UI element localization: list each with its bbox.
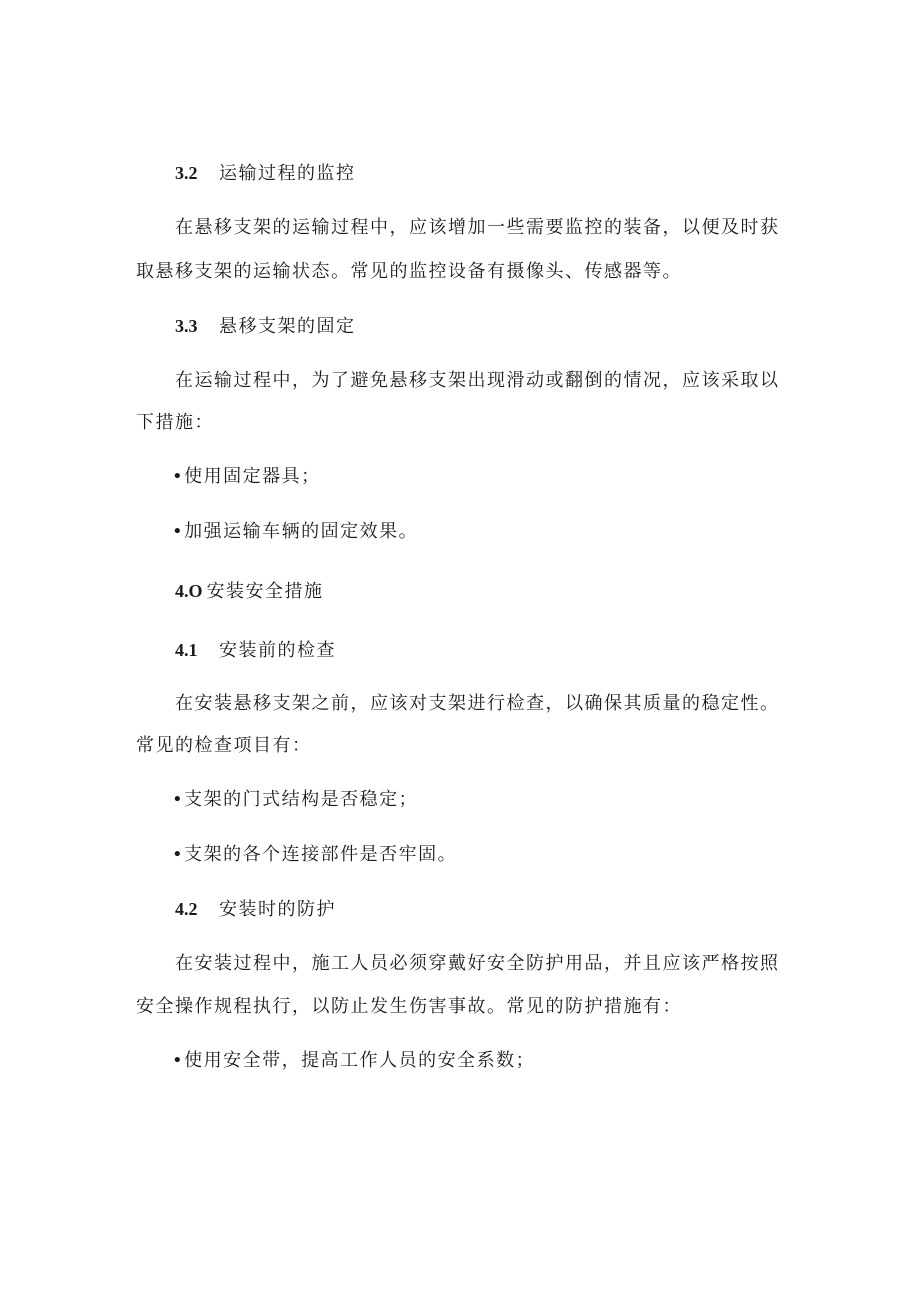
section-number: 4.O [175,581,203,601]
section-heading-4-2 [175,897,336,922]
paragraph-line: 在悬移支架的运输过程中，应该增加一些需要监控的装备，以便及时获 [175,217,780,238]
section-title: 安装前的检查 [219,640,336,661]
paragraph-line: 在安装悬移支架之前，应该对支架进行检查，以确保其质量的稳定性。 [175,693,780,714]
paragraph-line: 下措施： [136,412,214,433]
paragraph-line: 取悬移支架的运输状态。常见的监控设备有摄像头、传感器等。 [136,261,682,282]
section-heading-4-0 [175,579,324,604]
paragraph-line: 在运输过程中，为了避免悬移支架出现滑动或翻倒的情况，应该采取以 [175,370,780,391]
section-title: 安装时的防护 [219,899,336,920]
section-heading-3-3 [175,314,356,339]
paragraph-line: 在安装过程中，施工人员必须穿戴好安全防护用品，并且应该严格按照 [175,953,780,974]
section-number: 4.2 [175,899,198,919]
paragraph-line: 常见的检查项目有： [136,735,312,756]
list-item: •支架的各个连接部件是否牢固。 [172,844,458,865]
list-item: •支架的门式结构是否稳定； [172,789,419,810]
list-item: •加强运输车辆的固定效果。 [172,521,419,542]
paragraph-line: 安全操作规程执行，以防止发生伤害事故。常见的防护措施有： [136,996,682,1017]
section-heading-4-1 [175,638,336,663]
section-number: 3.2 [175,163,198,183]
section-heading-3-2 [175,161,356,186]
section-title: 运输过程的监控 [219,163,356,184]
list-item: •使用安全带，提高工作人员的安全系数； [172,1050,536,1071]
section-title: 安装安全措施 [206,581,324,602]
section-number: 3.3 [175,316,198,336]
list-item: •使用固定器具； [172,466,321,487]
section-title: 悬移支架的固定 [219,316,356,337]
section-number: 4.1 [175,640,198,660]
